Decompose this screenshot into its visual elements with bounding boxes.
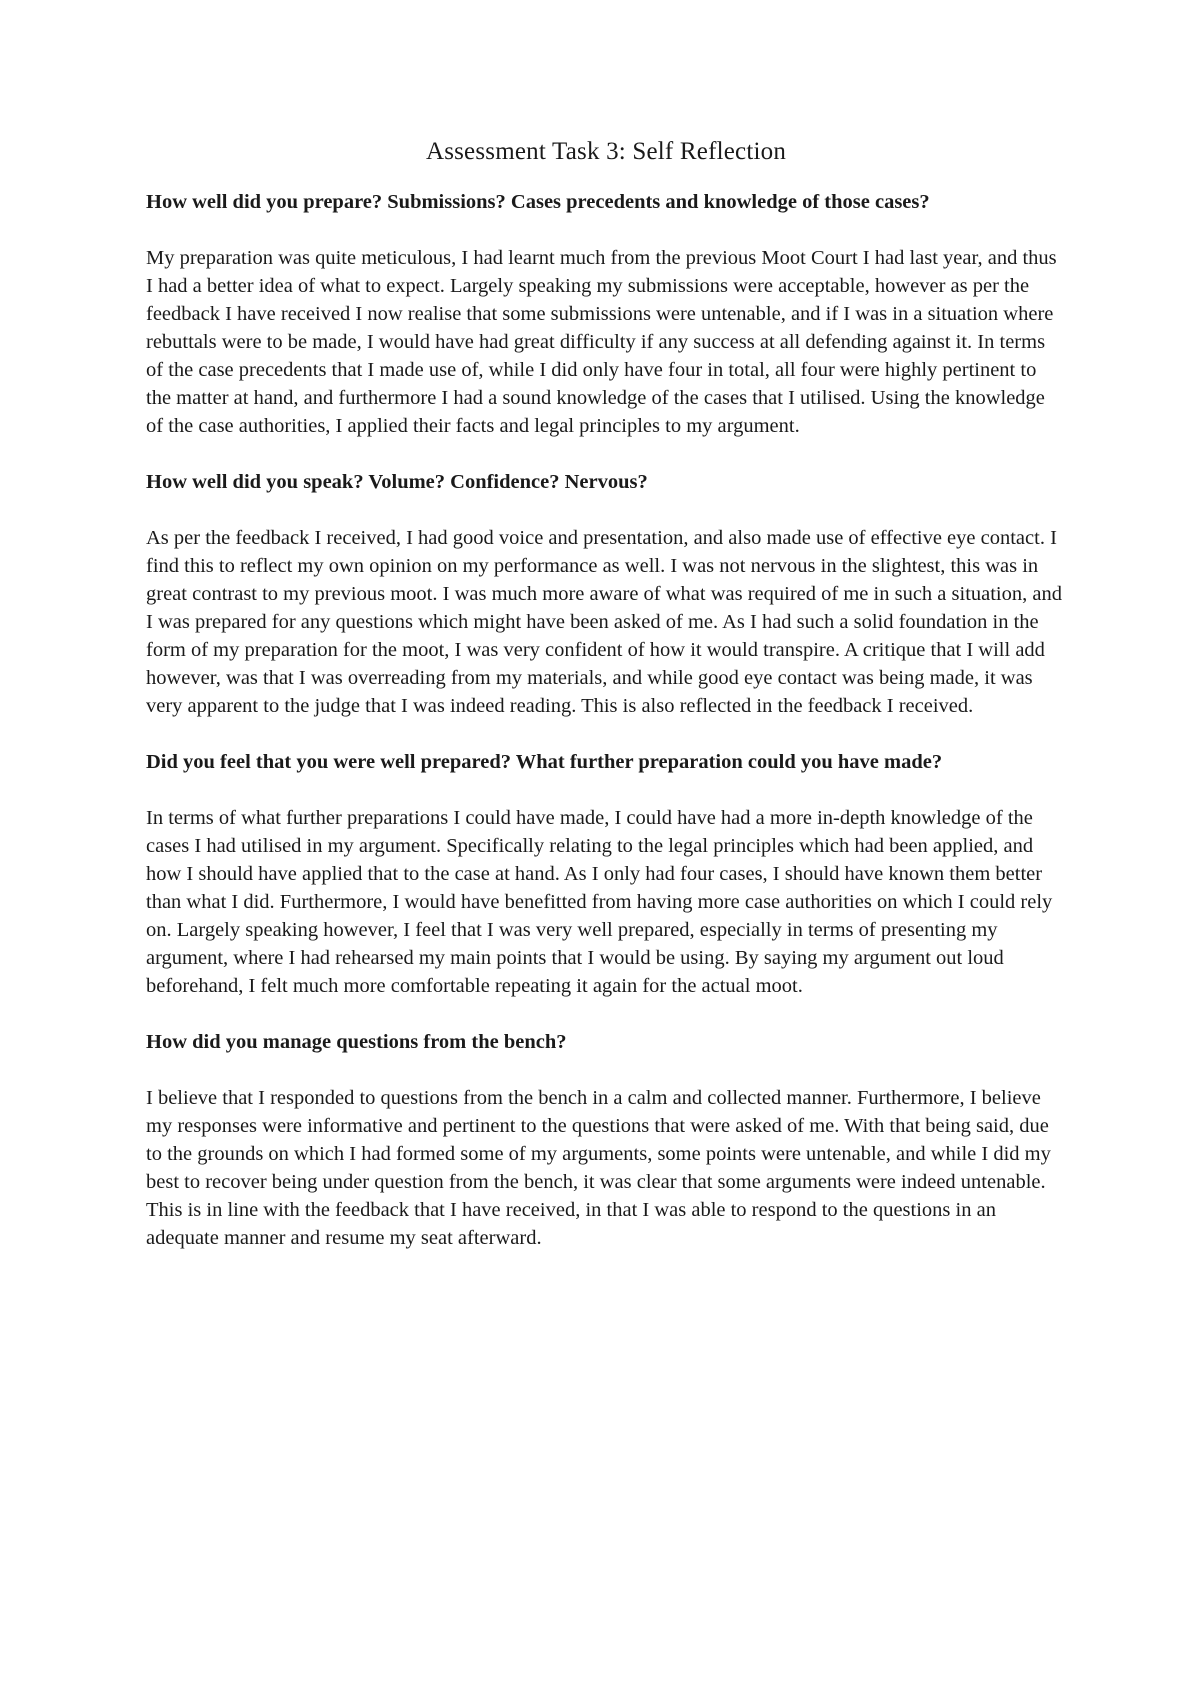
section-answer: As per the feedback I received, I had good voice and presentation, and also made use of effective eye contact. I find this to reflect my own opinion on my performance as well. I was not nervous in the slightest, this was in great contrast to my previous moot. I was much more aware of what was required of me in such a situation, and I was prepared for any questions which might have been asked of me. As I had such a solid foundation in the form of my preparation for the moot, I was very confident of how it would transpire. A critique that I will add however, was that I was overreading from my materials, and while good eye contact was being made, it was very apparent to the judge that I was indeed reading. This is also reflected in the feedback I received. xyxy=(146,527,1062,717)
section-question: Did you feel that you were well prepared? What further preparation could you have made? xyxy=(146,751,943,773)
section-question: How did you manage questions from the bench? xyxy=(146,1031,567,1053)
section-question: How well did you prepare? Submissions? Cases precedents and knowledge of those cases? xyxy=(146,191,930,213)
section-speaking xyxy=(146,468,1066,720)
document-body xyxy=(146,138,1066,1280)
section-bench-questions xyxy=(146,1028,1066,1252)
section-preparation xyxy=(146,188,1066,440)
section-further-preparation xyxy=(146,748,1066,1000)
document-title: Assessment Task 3: Self Reflection xyxy=(425,138,787,165)
section-answer: My preparation was quite meticulous, I had learnt much from the previous Moot Court I had last year, and thus I had a better idea of what to expect. Largely speaking my submissions were acceptable, however as per the feedback I have received I now realise that some submissions were untenable, and if I was in a situation where rebuttals were to be made, I would have had great difficulty if any success at all defending against it. In terms of the case precedents that I made use of, while I did only have four in total, all four were highly pertinent to the matter at hand, and furthermore I had a sound knowledge of the cases that I utilised. Using the knowledge of the case authorities, I applied their facts and legal principles to my argument. xyxy=(146,247,1057,437)
section-answer: In terms of what further preparations I could have made, I could have had a more in-depth knowledge of the cases I had utilised in my argument. Specifically relating to the legal principles which had been applied, and how I should have applied that to the case at hand. As I only had four cases, I should have known them better than what I did. Furthermore, I would have benefitted from having more case authorities on which I could rely on. Largely speaking however, I feel that I was very well prepared, especially in terms of presenting my argument, where I had rehearsed my main points that I would be using. By saying my argument out loud beforehand, I felt much more comfortable repeating it again for the actual moot. xyxy=(146,807,1053,997)
section-question: How well did you speak? Volume? Confidence? Nervous? xyxy=(146,471,648,493)
section-answer: I believe that I responded to questions from the bench in a calm and collected manner. Furthermore, I believe my responses were informative and pertinent to the questions that were asked of me. With that being said, due to the grounds on which I had formed some of my arguments, some points were untenable, and while I did my best to recover being under question from the bench, it was clear that some arguments were indeed untenable. This is in line with the feedback that I have received, in that I was able to respond to the questions in an adequate manner and resume my seat afterward. xyxy=(146,1087,1051,1249)
